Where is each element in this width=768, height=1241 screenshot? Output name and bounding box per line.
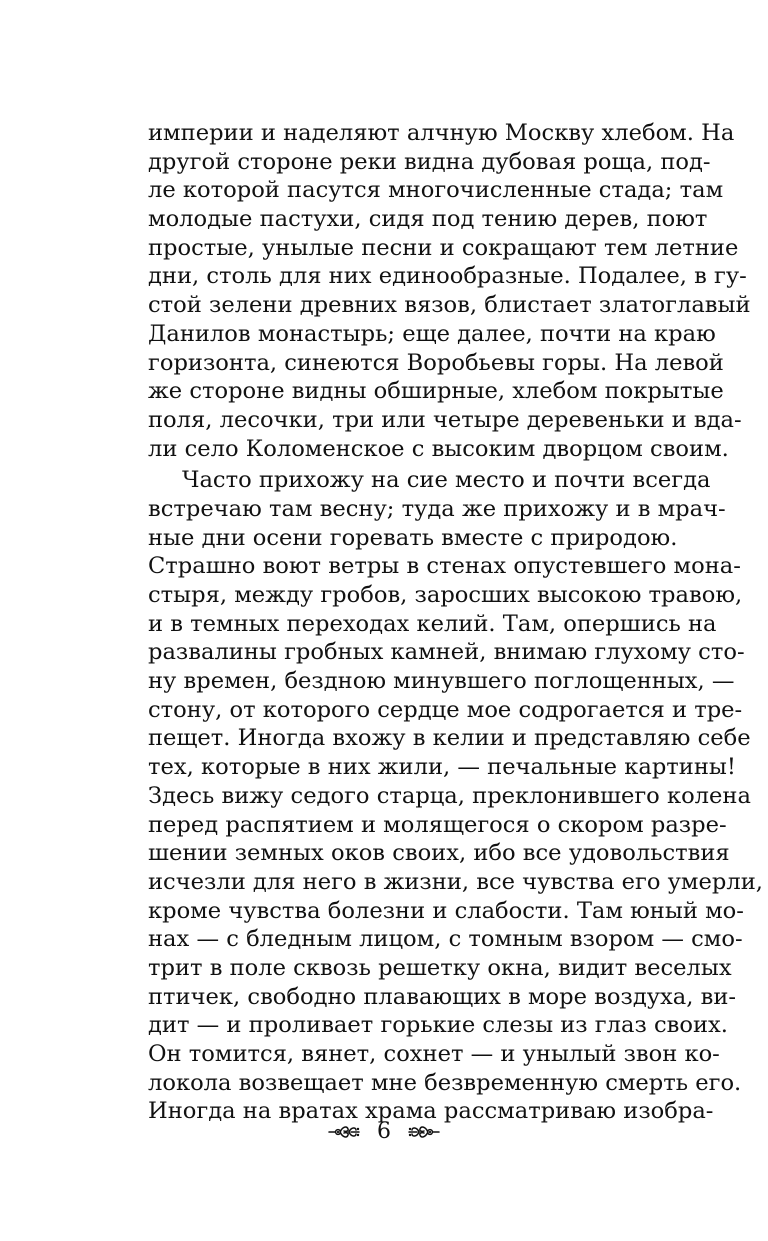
text-line: Часто прихожу на сие место и почти всегда xyxy=(182,467,711,494)
text-line: горизонта, синеются Воробьевы горы. На левой xyxy=(148,349,724,376)
text-line: локола возвещает мне безвременную смерть его. xyxy=(148,1069,742,1096)
fleuron-left-icon xyxy=(327,1121,361,1143)
text-line: стону, от которого сердце мое содрогается и тре- xyxy=(148,696,743,723)
text-line: пещет. Иногда вхожу в келии и представляю себе xyxy=(148,725,751,752)
body-text xyxy=(148,119,763,1126)
paragraph-2 xyxy=(148,466,763,1126)
text-line: дни, столь для них единообразные. Подалее, в гу- xyxy=(148,263,747,290)
text-line: исчезли для него в жизни, все чувства его умерли, xyxy=(148,868,763,895)
text-line: Страшно воют ветры в стенах опустевшего мона- xyxy=(148,553,741,580)
text-line: стыря, между гробов, заросших высокою травою, xyxy=(148,582,743,608)
text-line: ле которой пасутся многочисленные стада; там xyxy=(148,177,724,204)
text-line: империи и наделяют алчную Москву хлебом. На xyxy=(148,120,735,146)
text-line: простые, унылые песни и сокращают тем летние xyxy=(148,234,739,261)
text-line: шении земных оков своих, ибо все удовольствия xyxy=(148,840,730,867)
text-line: и в темных переходах келий. Там, опершись на xyxy=(148,610,717,637)
text-line: Здесь вижу седого старца, преклонившего колена xyxy=(148,782,751,809)
text-line: ные дни осени горевать вместе с природою. xyxy=(148,524,678,551)
text-line: стой зелени древних вязов, блистает златоглавый xyxy=(148,292,751,319)
paragraph-1 xyxy=(148,119,751,463)
text-line: другой стороне реки видна дубовая роща, под- xyxy=(148,148,711,175)
text-line: трит в поле сквозь решетку окна, видит веселых xyxy=(148,954,732,981)
text-line: Он томится, вянет, сохнет — и унылый звон ко- xyxy=(148,1041,720,1067)
text-line: молодые пастухи, сидя под тению дерев, поют xyxy=(148,206,708,233)
text-line: же стороне видны обширные, хлебом покрытые xyxy=(148,378,724,405)
text-line: ну времен, бездною минувшего поглощенных, — xyxy=(148,668,735,695)
text-line: дит — и проливает горькие слезы из глаз своих. xyxy=(148,1012,728,1039)
text-line: ли село Коломенское с высоким дворцом своим. xyxy=(148,435,729,462)
fleuron-right-icon xyxy=(407,1121,441,1143)
text-line: Иногда на вратах храма рассматриваю изобра- xyxy=(148,1098,714,1125)
text-line: тех, которые в них жили, — печальные картины! xyxy=(148,754,736,781)
text-line: кроме чувства болезни и слабости. Там юный мо- xyxy=(148,897,744,924)
text-line: поля, лесочки, три или четыре деревеньки и вда- xyxy=(148,406,742,433)
text-line: нах — с бледным лицом, с томным взором — смо- xyxy=(148,926,743,953)
text-line: развалины гробных камней, внимаю глухому сто- xyxy=(148,639,745,666)
text-line: Данилов монастырь; еще далее, почти на краю xyxy=(148,320,716,347)
page-number: 6 xyxy=(377,1119,391,1144)
text-line: встречаю там весну; туда же прихожу и в мрач- xyxy=(148,495,726,522)
page-footer xyxy=(0,1115,768,1149)
text-line: перед распятием и молящегося о скором разре- xyxy=(148,811,727,838)
text-line: птичек, свободно плавающих в море воздуха, ви- xyxy=(148,983,737,1010)
